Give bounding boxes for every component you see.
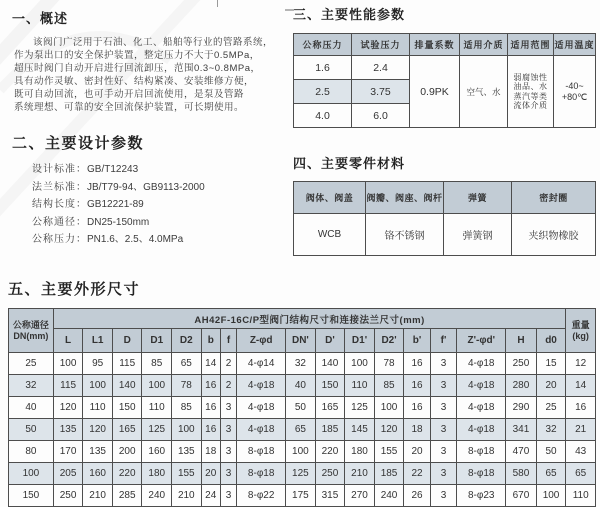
dim-cell: 4-φ18 (457, 353, 506, 375)
dim-cell: 140 (315, 353, 345, 375)
dim-cell: 210 (345, 463, 375, 485)
column-header: DN' (286, 329, 316, 353)
overview-line: 该阀门广泛用于石油、化工、船舶等行业的管路系统， (33, 37, 274, 48)
dim-cell: 4-φ18 (457, 375, 506, 397)
material-cell: 铬不锈钢 (366, 214, 444, 256)
dim-cell: 16 (201, 397, 220, 419)
design-param-item (32, 196, 290, 214)
dim-cell: 8-φ18 (237, 441, 286, 463)
column-header: L1 (83, 329, 113, 353)
dim-cell: 32 (286, 353, 316, 375)
weight-header (566, 309, 596, 353)
dim-cell: 4-φ14 (237, 353, 286, 375)
pressure-cell: 4.0 (294, 104, 352, 128)
scope-line: 弱腐蚀性 (513, 72, 548, 82)
param-value: PN1.6、2.5、4.0MPa (87, 234, 184, 245)
param-value: GB/T12243 (87, 164, 139, 175)
dim-cell: 78 (172, 375, 202, 397)
dim-cell: 160 (83, 463, 113, 485)
dim-cell: 3 (220, 419, 236, 441)
dim-cell: 100 (286, 441, 316, 463)
dim-cell: 250 (315, 463, 345, 485)
column-header: 适用范围 (508, 34, 554, 56)
dim-cell: 16 (201, 375, 220, 397)
dim-cell: 25 (536, 397, 566, 419)
param-value: DN25-150mm (87, 216, 150, 228)
dim-cell: 26 (404, 485, 430, 507)
design-param-item (32, 231, 290, 249)
param-value: GB12221-89 (87, 199, 144, 210)
column-header: D2 (172, 329, 202, 353)
dim-cell: 150 (315, 375, 345, 397)
dimensions-header-row-2 (9, 329, 596, 353)
dim-cell: 110 (345, 375, 375, 397)
dim-cell: 240 (374, 485, 404, 507)
table-row (9, 441, 596, 463)
column-header: 适用介质 (460, 34, 508, 56)
dim-cell: 32 (536, 419, 566, 441)
dim-cell: 3 (430, 397, 456, 419)
dim-cell: 100 (142, 375, 172, 397)
dim-cell: 65 (172, 353, 202, 375)
table-row (294, 56, 596, 80)
dim-cell: 250 (53, 485, 83, 507)
dn-cell: 32 (9, 375, 54, 397)
dim-cell: 160 (142, 441, 172, 463)
dim-cell: 140 (112, 375, 142, 397)
dim-cell: 14 (201, 353, 220, 375)
medium-cell: 空气、水 (460, 56, 508, 128)
dimensions-header-row-1 (9, 309, 596, 329)
dim-cell: 210 (83, 485, 113, 507)
material-cell: 夹织物橡胶 (512, 214, 596, 256)
coefficient-cell: 0.9PK (410, 56, 460, 128)
dn-cell: 80 (9, 441, 54, 463)
dim-cell: 3 (220, 441, 236, 463)
column-header: b' (404, 329, 430, 353)
dim-cell: 85 (374, 375, 404, 397)
table-row (9, 485, 596, 507)
dim-cell: 135 (83, 441, 113, 463)
design-param-item (32, 214, 290, 232)
weight-header-unit: (kg) (572, 330, 589, 341)
dim-cell: 150 (112, 397, 142, 419)
param-label: 公称压力： (32, 234, 87, 245)
scope-line: 流体介质 (513, 101, 548, 110)
column-header: b (201, 329, 220, 353)
dim-cell: 120 (374, 419, 404, 441)
dim-cell: 210 (172, 485, 202, 507)
dim-cell: 18 (404, 419, 430, 441)
dimensions-table (8, 308, 596, 507)
column-header: D1 (142, 329, 172, 353)
dim-cell: 50 (536, 441, 566, 463)
dim-cell: 2 (220, 353, 236, 375)
dim-cell: 100 (53, 353, 83, 375)
design-params-title: 二、主要设计参数 (12, 135, 145, 152)
dim-cell: 4-φ18 (457, 419, 506, 441)
dim-cell: 40 (286, 375, 316, 397)
overview-line: 既可自动回流，也可手动开启回流使用，是泵及管路 (14, 89, 245, 100)
dim-cell: 3 (430, 485, 456, 507)
column-header: f (220, 329, 236, 353)
weight-header-line: 重量 (571, 319, 590, 330)
param-label: 法兰标准： (32, 181, 87, 193)
dim-cell: 85 (142, 353, 172, 375)
dn-cell: 50 (9, 419, 54, 441)
column-header: D2' (374, 329, 404, 353)
test-pressure-cell: 3.75 (352, 80, 410, 104)
overview-paragraph (12, 36, 290, 114)
dim-cell: 110 (142, 397, 172, 419)
dim-cell: 220 (315, 441, 345, 463)
dim-cell: 24 (201, 485, 220, 507)
dim-cell: 100 (172, 419, 202, 441)
scope-line: 蒸汽等类 (513, 91, 548, 101)
dim-cell: 120 (83, 419, 113, 441)
dimensions-table-body (9, 353, 596, 507)
dim-cell: 15 (536, 353, 566, 375)
dim-cell: 135 (172, 441, 202, 463)
scope-cell (508, 56, 554, 128)
column-header: D (112, 329, 142, 353)
dim-cell: 240 (142, 485, 172, 507)
dim-cell: 115 (53, 375, 83, 397)
dim-cell: 16 (404, 353, 430, 375)
column-header: d0 (536, 329, 566, 353)
dim-cell: 125 (345, 397, 375, 419)
weight-cell: 110 (566, 485, 596, 507)
overview-line: 具有动作灵敏、密封性好、结构紧凑、安装维修方便， (14, 76, 255, 87)
dimensions-section (8, 278, 596, 507)
dim-cell: 4-φ18 (237, 375, 286, 397)
weight-cell: 14 (566, 375, 596, 397)
dim-cell: 3 (220, 485, 236, 507)
materials-title: 四、主要零件材料 (293, 156, 406, 171)
dim-cell: 3 (220, 397, 236, 419)
overview-line: 系统理想、可靠的安全回流保护装置，可长期使用。 (14, 102, 245, 113)
temperature-cell (554, 56, 596, 128)
dim-cell: 20 (404, 441, 430, 463)
materials-header-row (294, 182, 596, 214)
dim-cell: 16 (404, 397, 430, 419)
column-header: Z'-φd' (457, 329, 506, 353)
dim-cell: 8-φ23 (457, 485, 506, 507)
pressure-cell: 2.5 (294, 80, 352, 104)
dn-cell: 100 (9, 463, 54, 485)
corner-header-line: 公称通径 (12, 319, 49, 330)
param-label: 结构长度： (32, 199, 87, 210)
dim-cell: 8-φ18 (457, 463, 506, 485)
column-header: H (506, 329, 537, 353)
column-header: D' (315, 329, 345, 353)
weight-cell: 43 (566, 441, 596, 463)
dim-cell: 16 (201, 419, 220, 441)
scope-line: 油品、水 (513, 82, 548, 91)
dim-cell: 135 (53, 419, 83, 441)
dn-cell: 40 (9, 397, 54, 419)
dim-cell: 175 (286, 485, 316, 507)
dim-cell: 341 (506, 419, 537, 441)
dim-cell: 315 (315, 485, 345, 507)
dim-cell: 250 (506, 353, 537, 375)
column-header: D1' (345, 329, 375, 353)
design-params-list (12, 161, 290, 249)
table-row (9, 419, 596, 441)
performance-title: 三、主要性能参数 (293, 7, 406, 22)
pressure-cell: 1.6 (294, 56, 352, 80)
dimensions-title: 五、主要外形尺寸 (8, 281, 141, 298)
crop-tick-vertical (217, 0, 218, 7)
design-param-item (32, 179, 290, 197)
dim-cell: 200 (112, 441, 142, 463)
dim-cell: 3 (220, 463, 236, 485)
dim-cell: 125 (286, 463, 316, 485)
dim-cell: 2 (220, 375, 236, 397)
dim-cell: 4-φ18 (237, 397, 286, 419)
dim-cell: 285 (112, 485, 142, 507)
left-column (12, 8, 290, 249)
column-header: 试验压力 (352, 34, 410, 56)
param-label: 公称通径： (32, 216, 87, 228)
dn-cell: 25 (9, 353, 54, 375)
dim-cell: 22 (404, 463, 430, 485)
dim-cell: 185 (374, 463, 404, 485)
materials-table (293, 181, 596, 256)
performance-table (293, 33, 596, 128)
weight-cell: 65 (566, 463, 596, 485)
test-pressure-cell: 2.4 (352, 56, 410, 80)
dim-cell: 65 (286, 419, 316, 441)
dn-corner-header (9, 309, 54, 353)
column-header: 阀瓣、阀座、阀杆 (366, 182, 444, 214)
table-row (9, 375, 596, 397)
dim-cell: 110 (83, 397, 113, 419)
column-header: 弹簧 (444, 182, 512, 214)
design-param-item (32, 161, 290, 179)
column-header: 阀体、阀盖 (294, 182, 366, 214)
table-row (9, 463, 596, 485)
dim-cell: 470 (506, 441, 537, 463)
dim-cell: 220 (112, 463, 142, 485)
dim-cell: 65 (536, 463, 566, 485)
dim-cell: 165 (315, 397, 345, 419)
material-cell: 弹簧钢 (444, 214, 512, 256)
dim-cell: 95 (83, 353, 113, 375)
column-header: 公称压力 (294, 34, 352, 56)
dim-cell: 155 (172, 463, 202, 485)
temperature-line: -40~ (565, 80, 584, 91)
weight-cell: 16 (566, 397, 596, 419)
dim-cell: 180 (345, 441, 375, 463)
material-cell: WCB (294, 214, 366, 256)
dim-cell: 20 (201, 463, 220, 485)
dim-cell: 125 (142, 419, 172, 441)
table-row (9, 397, 596, 419)
column-header: 适用温度 (554, 34, 596, 56)
dim-cell: 100 (345, 353, 375, 375)
param-value: JB/T79-94、GB9113-2000 (87, 181, 205, 193)
dim-cell: 100 (536, 485, 566, 507)
column-header: f' (430, 329, 456, 353)
dim-cell: 18 (201, 441, 220, 463)
dim-cell: 85 (172, 397, 202, 419)
dim-cell: 580 (506, 463, 537, 485)
dn-cell: 150 (9, 485, 54, 507)
dim-cell: 670 (506, 485, 537, 507)
column-header: 排量系数 (410, 34, 460, 56)
overview-line: 作为泵出口的安全保护装置，整定压力不大于0.5MPa， (14, 50, 260, 61)
test-pressure-cell: 6.0 (352, 104, 410, 128)
dim-cell: 115 (112, 353, 142, 375)
dim-cell: 290 (506, 397, 537, 419)
dim-cell: 165 (112, 419, 142, 441)
performance-header-row (294, 34, 596, 56)
dim-cell: 100 (83, 375, 113, 397)
dim-cell: 145 (345, 419, 375, 441)
table-row (9, 353, 596, 375)
dim-cell: 20 (536, 375, 566, 397)
param-label: 设计标准： (32, 164, 87, 175)
dim-cell: 280 (506, 375, 537, 397)
weight-cell: 12 (566, 353, 596, 375)
span-header: AH42F-16C/P型阀门结构尺寸和连接法兰尺寸(mm) (53, 309, 566, 329)
dim-cell: 3 (430, 375, 456, 397)
table-row (294, 214, 596, 256)
dim-cell: 4-φ18 (237, 419, 286, 441)
column-header: Z-φd (237, 329, 286, 353)
overview-title: 一、概述 (12, 11, 69, 26)
dim-cell: 170 (53, 441, 83, 463)
dim-cell: 50 (286, 397, 316, 419)
dim-cell: 8-φ18 (457, 441, 506, 463)
column-header: L (53, 329, 83, 353)
dim-cell: 180 (142, 463, 172, 485)
dim-cell: 8-φ18 (237, 463, 286, 485)
dim-cell: 3 (430, 353, 456, 375)
dim-cell: 270 (345, 485, 375, 507)
column-header: 密封圈 (512, 182, 596, 214)
dim-cell: 185 (315, 419, 345, 441)
temperature-line: +80℃ (561, 91, 588, 102)
dim-cell: 8-φ22 (237, 485, 286, 507)
dim-cell: 3 (430, 441, 456, 463)
dim-cell: 100 (374, 397, 404, 419)
dim-cell: 78 (374, 353, 404, 375)
dim-cell: 155 (374, 441, 404, 463)
dim-cell: 4-φ18 (457, 397, 506, 419)
dim-cell: 3 (430, 419, 456, 441)
dim-cell: 120 (53, 397, 83, 419)
dim-cell: 205 (53, 463, 83, 485)
weight-cell: 21 (566, 419, 596, 441)
right-column (293, 4, 596, 256)
overview-line: 超压时阀门自动开启进行回流卸压，范围0.3~0.8MPa， (14, 63, 261, 74)
dim-cell: 3 (430, 463, 456, 485)
dim-cell: 16 (404, 375, 430, 397)
corner-header-sub: DN(mm) (13, 330, 49, 341)
